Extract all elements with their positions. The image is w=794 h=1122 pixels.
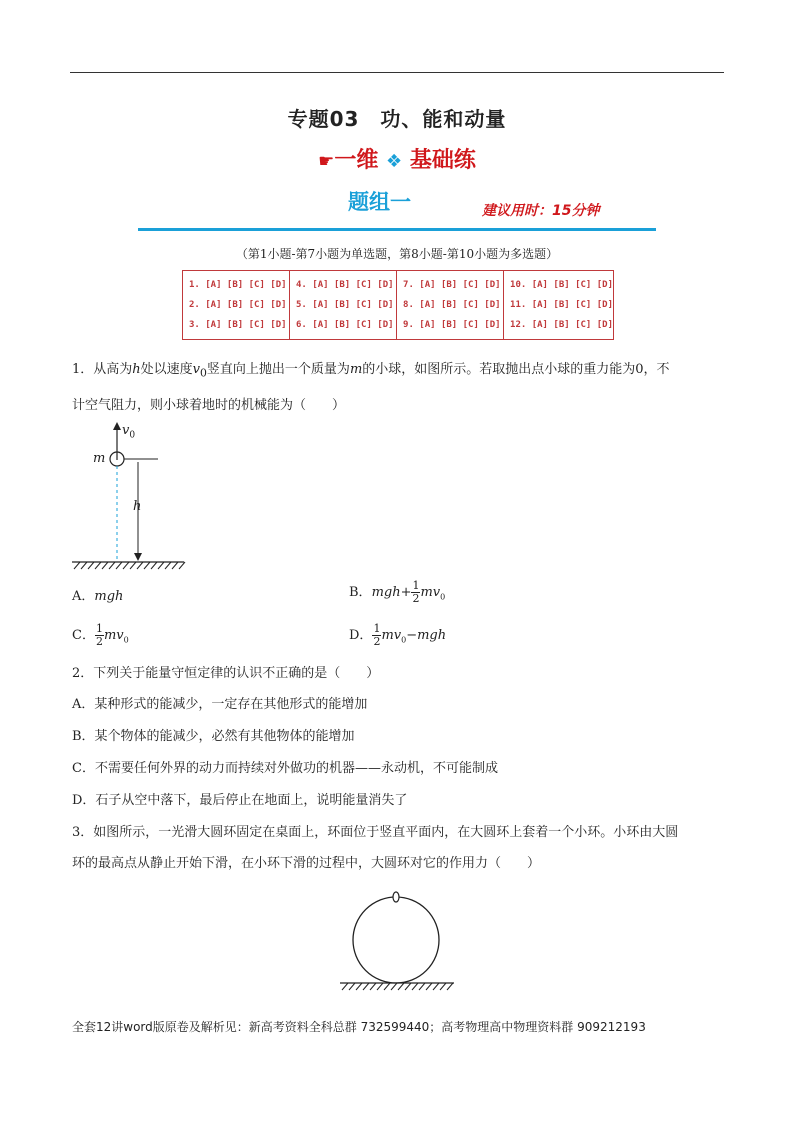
answer-row[interactable]: 1. [A] [B] [C] [D] [189,280,287,290]
fig-label-v0: $v_0$ [122,423,136,441]
small-ring [393,892,399,902]
header-rule [70,72,724,73]
page-title: 专题03 功、能和动量 [287,107,507,131]
q2-stem: 2．下列关于能量守恒定律的认识不正确的是（ ） [72,666,380,681]
footer-note: 全套12讲word版原卷及解析见：新高考资料全科总群 732599440；高考物理高中物理资料群 909212193 [72,1020,646,1034]
question-type-note: （第1小题-第7小题为单选题，第8小题-第10小题为多选题） [235,247,559,261]
q1-stem-line2: 计空气阻力，则小球着地时的机械能为（ ） [72,398,346,413]
answer-row[interactable]: 11. [A] [B] [C] [D] [510,300,613,310]
group-label: 题组一 [348,190,411,214]
fig-label-h: h [133,499,142,514]
ground-hatch [74,562,185,569]
q1-var-m: m [349,362,363,377]
answer-row[interactable]: 12. [A] [B] [C] [D] [510,320,613,330]
answer-column [290,271,397,339]
answer-row[interactable]: 9. [A] [B] [C] [D] [403,320,501,330]
q3-stem-line2: 环的最高点从静止开始下滑，在小环下滑的过程中，大圆环对它的作用力（ ） [72,856,541,871]
blue-divider [138,228,656,231]
answer-column [183,271,290,339]
answer-row[interactable]: 4. [A] [B] [C] [D] [296,280,394,290]
q2-option-b[interactable]: B．某个物体的能减少，必然有其他物体的能增加 [72,729,355,744]
table-hatch [342,983,453,990]
arrow-head-icon [113,422,121,430]
answer-column [397,271,504,339]
answer-row[interactable]: 5. [A] [B] [C] [D] [296,300,394,310]
section-banner [0,143,794,174]
suggested-time: 建议用时：15分钟 [482,203,600,219]
q2-option-d[interactable]: D．石子从空中落下，最后停止在地面上，说明能量消失了 [72,793,408,808]
q1-option-b[interactable]: B．mgh+ $\frac{1}{2}$ $mv_0$ [349,579,446,605]
q3-stem-line1: 3．如图所示，一光滑大圆环固定在桌面上，环面位于竖直平面内，在大圆环上套着一个小环。小环由大圆 [72,825,679,840]
q1-text: 的小球，如图所示。若取抛出点小球的重力能为0，不 [362,362,670,377]
q2-option-a[interactable]: A．某种形式的能减少，一定存在其他形式的能增加 [72,697,368,712]
answer-row[interactable]: 6. [A] [B] [C] [D] [296,320,394,330]
q1-text: 处以速度 [140,362,193,377]
q2-option-c[interactable]: C．不需要任何外界的动力而持续对外做功的机器——永动机，不可能制成 [72,761,498,776]
q1-stem-line1 [72,360,732,384]
arrow-head-icon [134,553,142,561]
answer-sheet [182,270,614,340]
banner-right: 基础练 [409,148,476,173]
q1-option-c[interactable]: C． $\frac{1}{2}$ $mv_0$ [72,622,129,648]
answer-row[interactable]: 2. [A] [B] [C] [D] [189,300,287,310]
pointing-hand-icon: ☛ [318,151,335,172]
q1-option-d[interactable]: D． $\frac{1}{2}$ $mv_0-mgh$ [349,622,447,648]
answer-row[interactable]: 3. [A] [B] [C] [D] [189,320,287,330]
q3-figure [338,890,460,996]
diamond-icon: ❖ [386,151,403,172]
answer-row[interactable]: 8. [A] [B] [C] [D] [403,300,501,310]
answer-column [504,271,613,339]
q1-figure [68,418,198,576]
banner-left: 一维 [334,148,379,173]
q1-sub: 0 [200,366,207,380]
q1-text: 1．从高为 [72,362,133,377]
answer-row[interactable]: 7. [A] [B] [C] [D] [403,280,501,290]
q1-var-h: h [132,362,141,377]
q1-option-a[interactable]: A．mgh [72,589,124,604]
answer-row[interactable]: 10. [A] [B] [C] [D] [510,280,613,290]
q1-text: 竖直向上抛出一个质量为 [206,362,350,377]
fig-label-m: m [93,451,106,466]
q1-var-v: v [192,362,201,377]
large-ring [353,897,439,983]
